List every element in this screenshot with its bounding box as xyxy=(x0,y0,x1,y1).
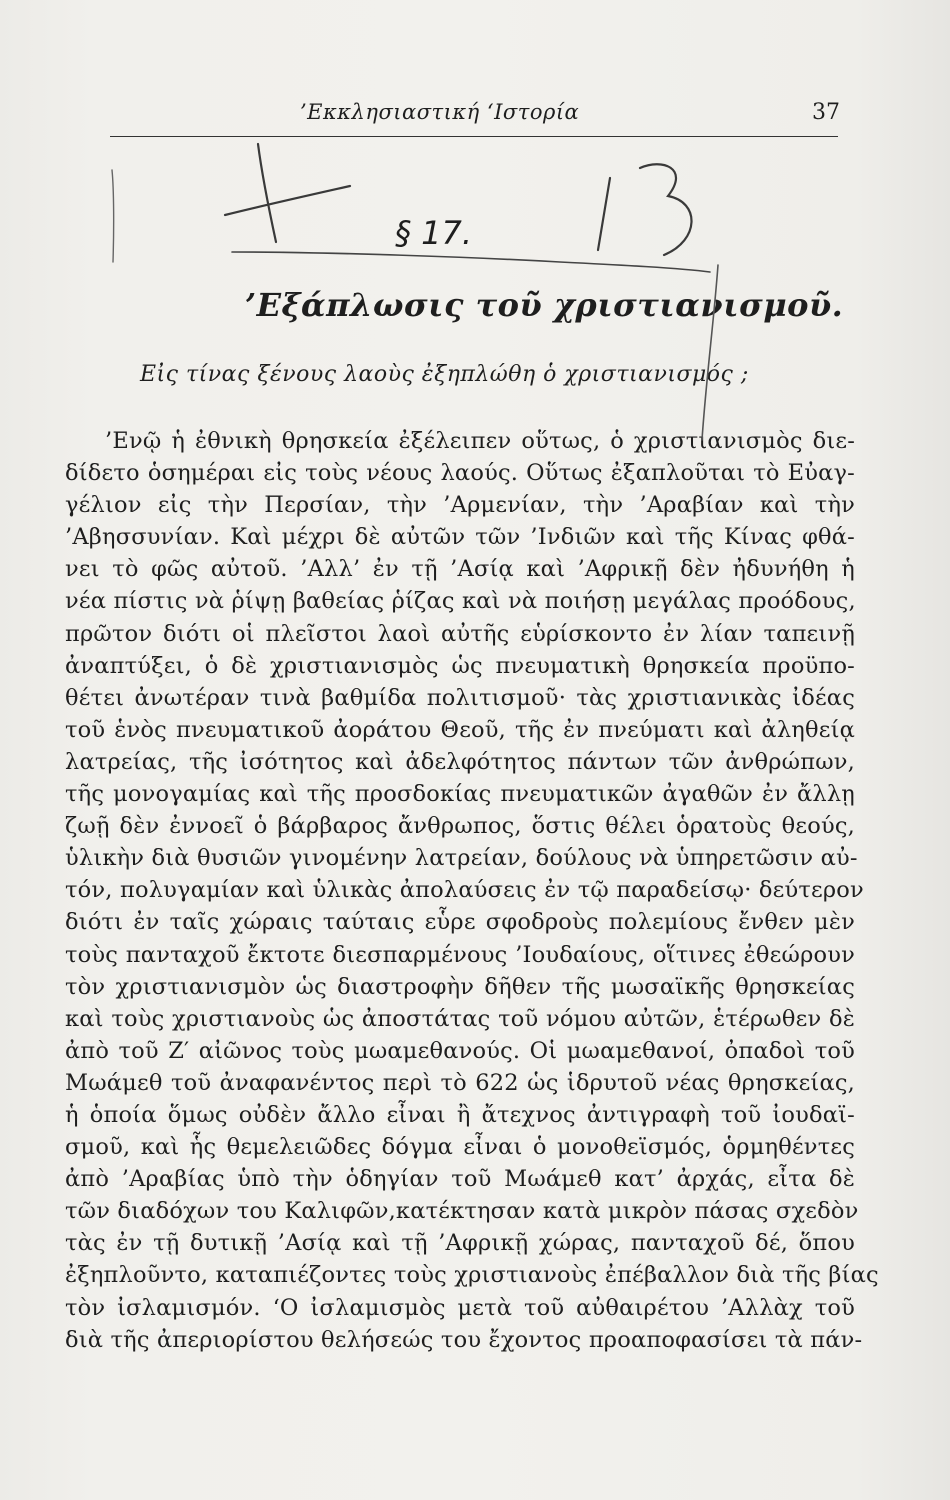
section-title: ’Εξάπλωσις τοῦ χριστιανισμοῦ. xyxy=(245,286,844,324)
body-line: τὸν ἰσλαμισμόν. ‘Ο ἰσλαμισμὸς μετὰ τοῦ αὐθαιρέτου ’Αλλὰχ τοῦ xyxy=(65,1294,855,1321)
body-line: νει τὸ φῶς αὐτοῦ. ’Αλλ’ ἐν τῇ ’Ασίᾳ καὶ ’Αφρικῇ δὲν ἠδυνήθη ἡ xyxy=(65,556,855,583)
pencil-cross-mark xyxy=(258,144,276,242)
body-line: Μωάμεθ τοῦ ἀναφανέντος περὶ τὸ 622 ὡς ἱδρυτοῦ νέας θρησκείας, xyxy=(65,1069,855,1096)
pencil-digit-one xyxy=(598,178,610,250)
body-line: τῆς μονογαμίας καὶ τῆς προσδοκίας πνευματικῶν ἀγαθῶν ἐν ἄλλῃ xyxy=(65,781,855,808)
body-line: γέλιον εἰς τὴν Περσίαν, τὴν ’Αρμενίαν, τὴν ’Αραβίαν καὶ τὴν xyxy=(65,492,855,519)
body-line: τὸν χριστιανισμὸν ὡς διαστροφὴν δῆθεν τῆς μωσαϊκῆς θρησκείας xyxy=(65,973,855,1000)
body-line: νέα πίστις νὰ ῥίψῃ βαθείας ῥίζας καὶ νὰ ποιήσῃ μεγάλας προόδους, xyxy=(65,588,856,615)
pencil-left-stroke xyxy=(112,170,114,262)
body-line: ἀπὸ ’Αραβίας ὑπὸ τὴν ὁδηγίαν τοῦ Μωάμεθ κατ’ ἀρχάς, εἶτα δὲ xyxy=(65,1166,855,1193)
body-line: ὑλικὴν διὰ θυσιῶν γινομένην λατρείαν, δούλους νὰ ὑπηρετῶσιν αὐ- xyxy=(65,845,858,872)
body-line: τῶν διαδόχων του Καλιφῶν,κατέκτησαν κατὰ μικρὸν πάσας σχεδὸν xyxy=(65,1198,859,1225)
body-line: τοὺς πανταχοῦ ἔκτοτε διεσπαρμένους ’Ιουδαίους, οἵτινες ἐθεώρουν xyxy=(65,941,855,968)
body-text xyxy=(65,425,879,1356)
body-line: τὰς ἐν τῇ δυτικῇ ’Ασίᾳ καὶ τῇ ’Αφρικῇ χώρας, πανταχοῦ δέ, ὅπου xyxy=(65,1230,855,1257)
body-line: τόν, πολυγαμίαν καὶ ὑλικὰς ἀπολαύσεις ἐν τῷ παραδείσῳ· δεύτερον xyxy=(65,877,864,904)
body-line: καὶ τοὺς χριστιανοὺς ὡς ἀποστάτας τοῦ νόμου αὐτῶν, ἑτέρωθεν δὲ xyxy=(65,1005,855,1032)
body-line: λατρείας, τῆς ἰσότητος καὶ ἀδελφότητος πάντων τῶν ἀνθρώπων, xyxy=(65,748,855,775)
body-line: ’Ενῷ ἡ ἐθνικὴ θρησκεία ἐξέλειπεν οὕτως, ὁ χριστιανισμὸς διε- xyxy=(105,428,855,454)
body-line: σμοῦ, καὶ ἧς θεμελειῶδες δόγμα εἶναι ὁ μονοθεϊσμός, ὁρμηθέντες xyxy=(65,1134,855,1161)
section-question: Εἰς τίνας ξένους λαοὺς ἐξηπλώθη ὁ χριστιανισμός ; xyxy=(140,362,749,387)
body-line: ἀναπτύξει, ὁ δὲ χριστιανισμὸς ὡς πνευματικὴ θρησκεία προϋπο- xyxy=(65,652,855,679)
body-line: δίδετο ὁσημέραι εἰς τοὺς νέους λαούς. Οὕτως ἐξαπλοῦται τὸ Εὐαγ- xyxy=(65,460,855,487)
section-number: § 17. xyxy=(395,214,473,252)
running-head-title: ’Εκκλησιαστική ‘Ιστορία xyxy=(300,100,580,124)
body-line: ζωῇ δὲν ἐννοεῖ ὁ βάρβαρος ἄνθρωπος, ὅστις θέλει ὁρατοὺς θεούς, xyxy=(65,813,855,840)
body-line: ἀπὸ τοῦ Ζ′ αἰῶνος τοὺς μωαμεθανούς. Οἱ μωαμεθανοί, ὀπαδοὶ τοῦ xyxy=(65,1037,855,1064)
body-line: θέτει ἀνωτέραν τινὰ βαθμίδα πολιτισμοῦ· τὰς χριστιανικὰς ἰδέας xyxy=(65,684,855,711)
pencil-underline xyxy=(232,252,710,272)
pencil-digit-three xyxy=(640,164,692,255)
body-line: ἐξηπλοῦντο, καταπιέζοντες τοὺς χριστιανοὺς ἐπέβαλλον διὰ τῆς βίας xyxy=(65,1262,879,1289)
body-line: ’Αβησσυνίαν. Καὶ μέχρι δὲ αὐτῶν τῶν ’Ινδιῶν καὶ τῆς Κίνας φθά- xyxy=(65,524,855,551)
page-number: 37 xyxy=(812,100,840,125)
body-line: διὰ τῆς ἀπεριορίστου θελήσεώς του ἔχοντος προαποφασίσει τὰ πάν- xyxy=(65,1326,863,1353)
header-rule xyxy=(110,136,838,137)
body-line: διότι ἐν ταῖς χώραις ταύταις εὗρε σφοδροὺς πολεμίους ἔνθεν μὲν xyxy=(65,909,855,936)
body-line: τοῦ ἑνὸς πνευματικοῦ ἀοράτου Θεοῦ, τῆς ἐν πνεύματι καὶ ἀληθείᾳ xyxy=(65,716,855,743)
body-line: ἡ ὁποία ὅμως οὐδὲν ἄλλο εἶναι ἢ ἄτεχνος ἀντιγραφὴ τοῦ ἰουδαϊ- xyxy=(65,1101,855,1128)
body-line: πρῶτον διότι οἱ πλεῖστοι λαοὶ αὐτῆς εὑρίσκοντο ἐν λίαν ταπεινῇ xyxy=(65,620,855,647)
pencil-cross-stroke xyxy=(225,186,350,215)
